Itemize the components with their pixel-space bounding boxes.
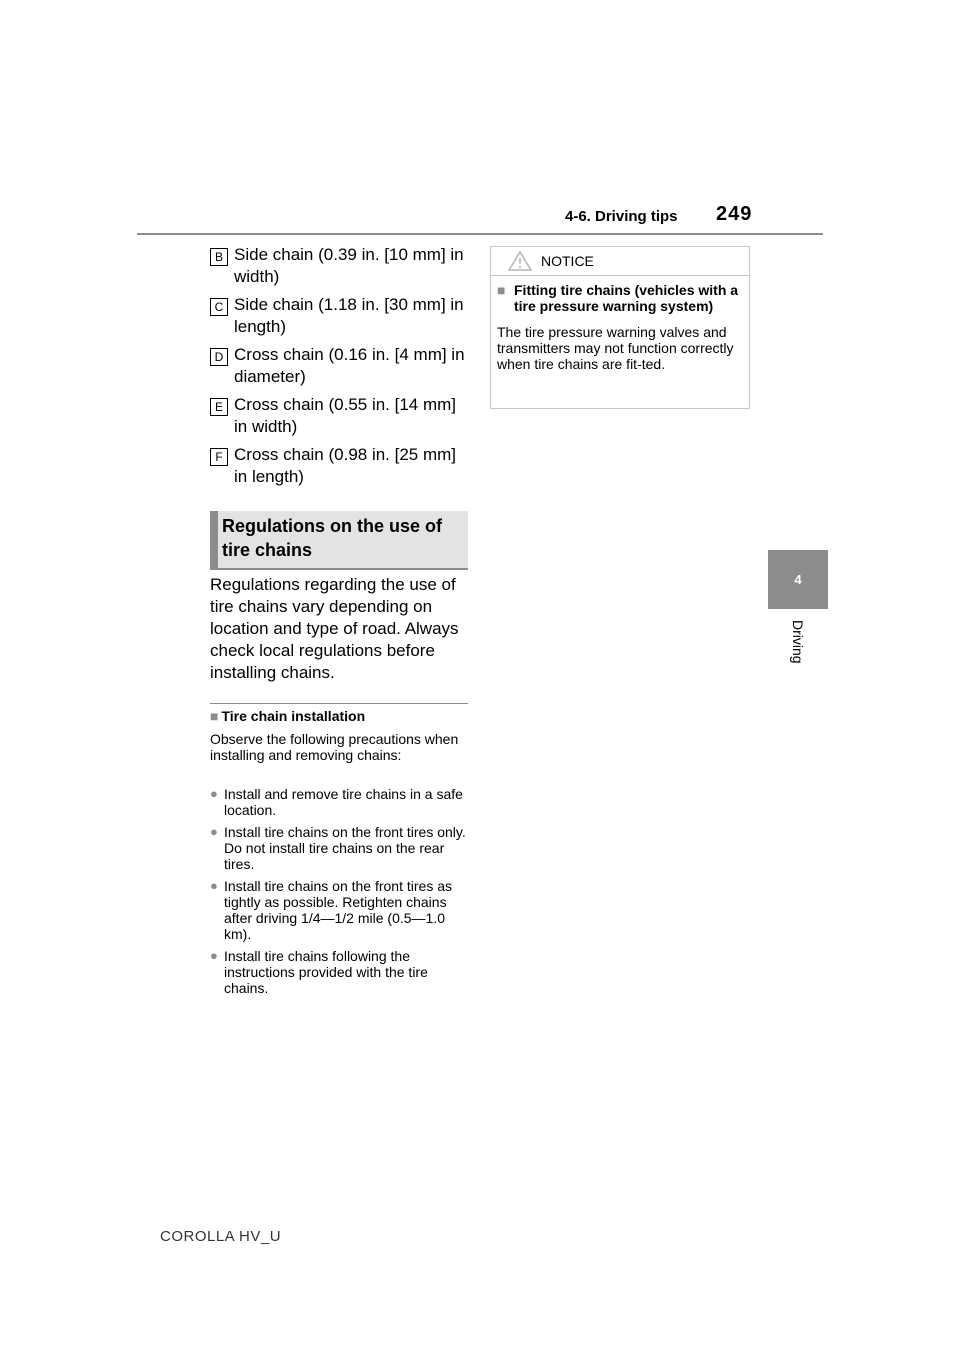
installation-heading-text: Tire chain installation	[221, 708, 366, 724]
bullet-dot-icon: ●	[210, 878, 218, 893]
header-rule	[137, 233, 823, 235]
section-header-title: 4-6. Driving tips	[565, 208, 678, 225]
square-bullet-icon: ■	[210, 708, 219, 724]
chain-item	[210, 294, 470, 338]
item-text: Side chain (0.39 in. [10 mm] in width)	[234, 245, 464, 286]
list-item	[210, 948, 468, 996]
notice-subheading-text: Fitting tire chains (vehicles with a tire pressure warning system)	[514, 282, 739, 314]
section-heading-box	[210, 511, 468, 570]
chain-dimension-list	[210, 244, 470, 494]
square-bullet-icon: ■	[497, 282, 506, 298]
installation-intro: Observe the following precautions when installing and removing chains:	[210, 731, 459, 763]
bullet-dot-icon: ●	[210, 786, 218, 801]
item-letter: D	[210, 348, 228, 366]
regulations-intro: Regulations regarding the use of tire chains vary depending on location and type of road. Always check local regulations before installing chains.	[210, 575, 459, 682]
warning-triangle-icon	[507, 250, 533, 272]
notice-title: NOTICE	[541, 253, 594, 269]
notice-box	[490, 246, 750, 409]
section-heading-bar	[210, 511, 218, 568]
item-letter: C	[210, 298, 228, 316]
footer-model: COROLLA HV_U	[160, 1228, 282, 1245]
list-item	[210, 824, 468, 872]
chain-item	[210, 444, 470, 488]
bullet-text: Install tire chains on the front tires only. Do not install tire chains on the rear tires.	[224, 824, 466, 872]
chain-item	[210, 244, 470, 288]
bullet-text: Install tire chains following the instructions provided with the tire chains.	[224, 948, 428, 996]
chapter-tab: 4	[768, 550, 828, 609]
item-text: Cross chain (0.16 in. [4 mm] in diameter)	[234, 345, 465, 386]
bullet-dot-icon: ●	[210, 824, 218, 839]
bullet-text: Install and remove tire chains in a safe location.	[224, 786, 463, 818]
subsection-rule	[210, 703, 468, 704]
section-heading: Regulations on the use of tire chains	[222, 516, 443, 560]
notice-subheading	[497, 282, 743, 314]
chapter-label: Driving	[790, 620, 806, 664]
installation-heading	[210, 708, 365, 724]
bullet-text: Install tire chains on the front tires as tightly as possible. Retighten chains after driving 1/4—1/2 mile (0.5—1.0 km).	[224, 878, 452, 942]
chain-item	[210, 394, 470, 438]
page-number: 249	[716, 203, 753, 225]
item-letter: F	[210, 448, 228, 466]
notice-body: The tire pressure warning valves and transmitters may not function correctly when tire chains are fit-ted.	[497, 324, 734, 372]
chain-item	[210, 344, 470, 388]
installation-bullets	[210, 786, 468, 1002]
item-text: Cross chain (0.98 in. [25 mm] in length)	[234, 445, 457, 486]
item-text: Cross chain (0.55 in. [14 mm] in width)	[234, 395, 457, 436]
item-letter: B	[210, 248, 228, 266]
list-item	[210, 878, 468, 942]
list-item	[210, 786, 468, 818]
item-letter: E	[210, 398, 228, 416]
item-text: Side chain (1.18 in. [30 mm] in length)	[234, 295, 464, 336]
notice-header	[491, 247, 749, 276]
bullet-dot-icon: ●	[210, 948, 218, 963]
